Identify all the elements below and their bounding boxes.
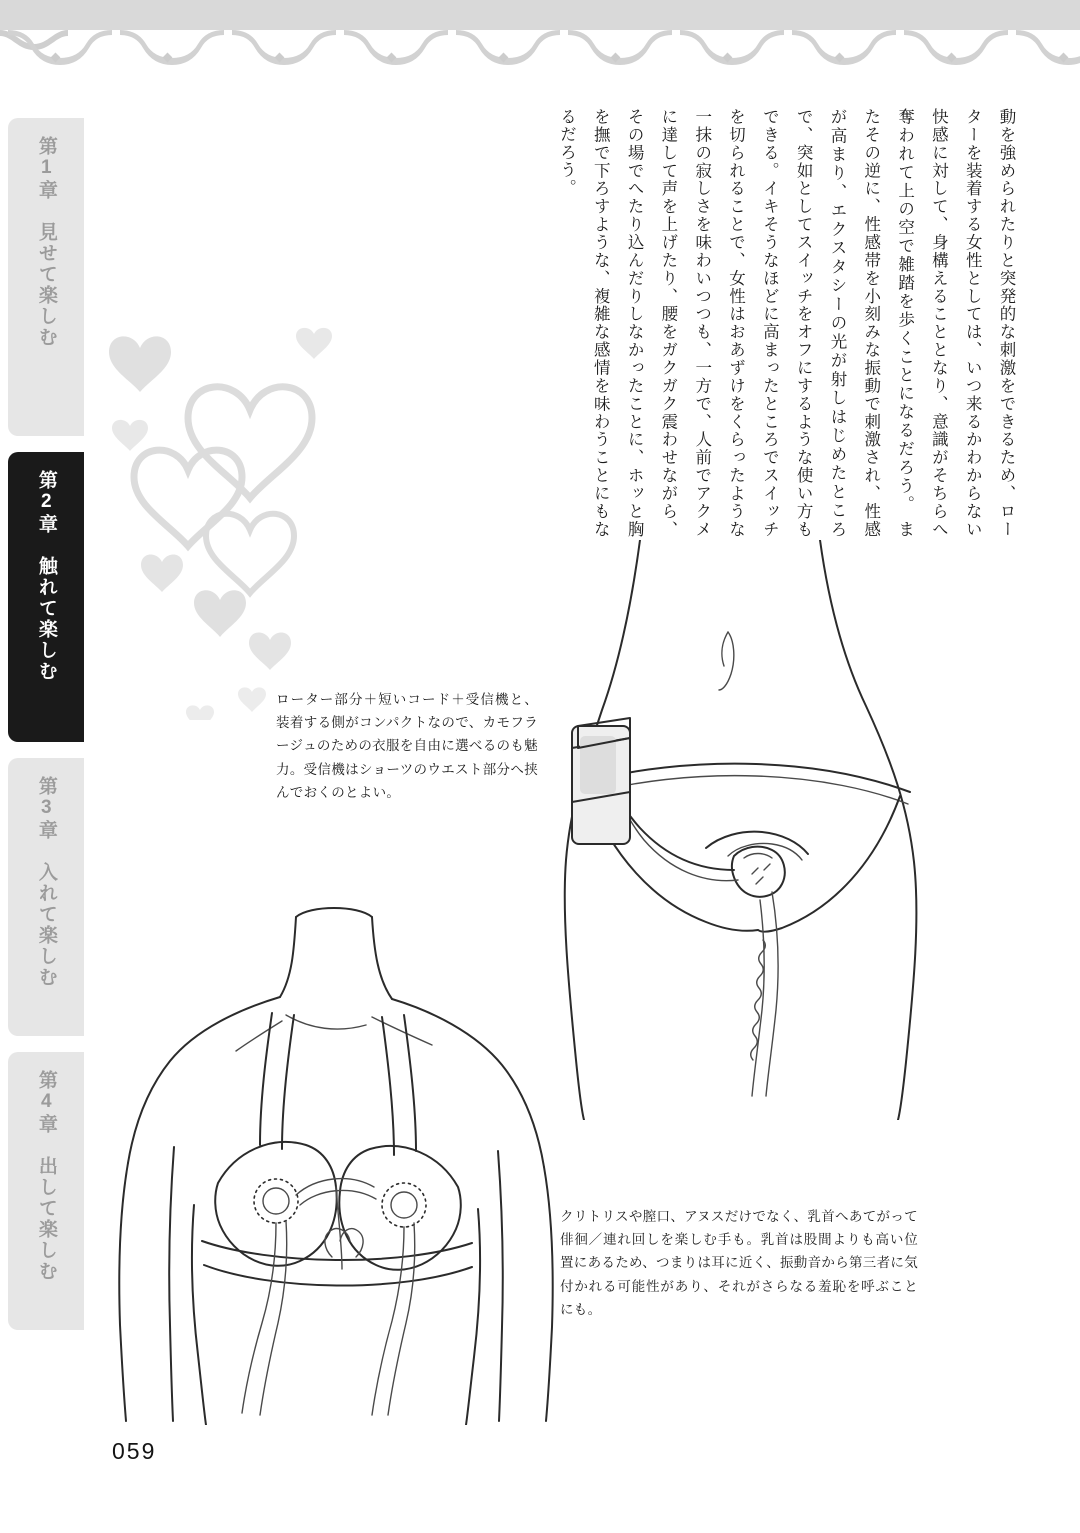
sidebar-item-chapter-2[interactable]: [8, 452, 84, 742]
chapter-2-label: 第2章 触れて楽しむ: [35, 470, 57, 682]
decoration-hearts: [100, 300, 400, 720]
decoration-top-border: [0, 0, 1080, 78]
illustration-bust-rotor: [110, 905, 580, 1425]
caption-rotor-unit: ローター部分＋短いコード＋受信機と、装着する側がコンパクトなので、カモフラージュのための衣服を自由に選べるのも魅力。受信機はショーツのウエスト部分へ挟んでおくのとよい。: [276, 692, 538, 800]
chapter-3-label: 第3章 入れて楽しむ: [35, 776, 57, 988]
caption-nipple-usage: クリトリスや膣口、アヌスだけでなく、乳首へあてがって俳徊／連れ回しを楽しむ手も。乳首は股間よりも高い位置にあるため、つまりは耳に近く、振動音から第三者に気付かれる可能性があり、それがさらなる羞恥を呼ぶことにも。: [560, 1209, 918, 1317]
chapter-1-label: 第1章 見せて楽しむ: [35, 136, 57, 348]
chapter-4-label: 第4章 出して楽しむ: [35, 1070, 57, 1282]
illustration-hip-rotor: [520, 540, 990, 1120]
sidebar-item-chapter-3[interactable]: [8, 758, 84, 1036]
sidebar-item-chapter-4[interactable]: [8, 1052, 84, 1330]
chapter-tab-list: [8, 118, 84, 1346]
body-text-paragraph: 動を強められたりと突発的な刺激をできるため、ローターを装着する女性としては、いつ来るかわからない快感に対して、身構えることとなり、意識がそちらへ奪われて上の空で雑踏を歩くことになるだろう。 またその逆に、性感帯を小刻みな振動で刺激され、性感が高まり、エクスタシーの光が射しはじめたところで、突如としてスイッチをオフにするような使い方もできる。イキそうなほどに高まったところでスイッチを切られることで、女性はおあずけをくらったような一抹の寂しさを味わいつつも、一方で、人前でアクメに達して声を上げたり、腰をガクガク震わせながら、その場でへたり込んだりしなかったことに、ホッと胸を撫で下ろすような、複雑な感情を味わうことにもなるだろう。: [557, 108, 1015, 538]
sidebar-item-chapter-1[interactable]: [8, 118, 84, 436]
body-text: [382, 108, 1022, 538]
page-number: 059: [112, 1438, 157, 1464]
